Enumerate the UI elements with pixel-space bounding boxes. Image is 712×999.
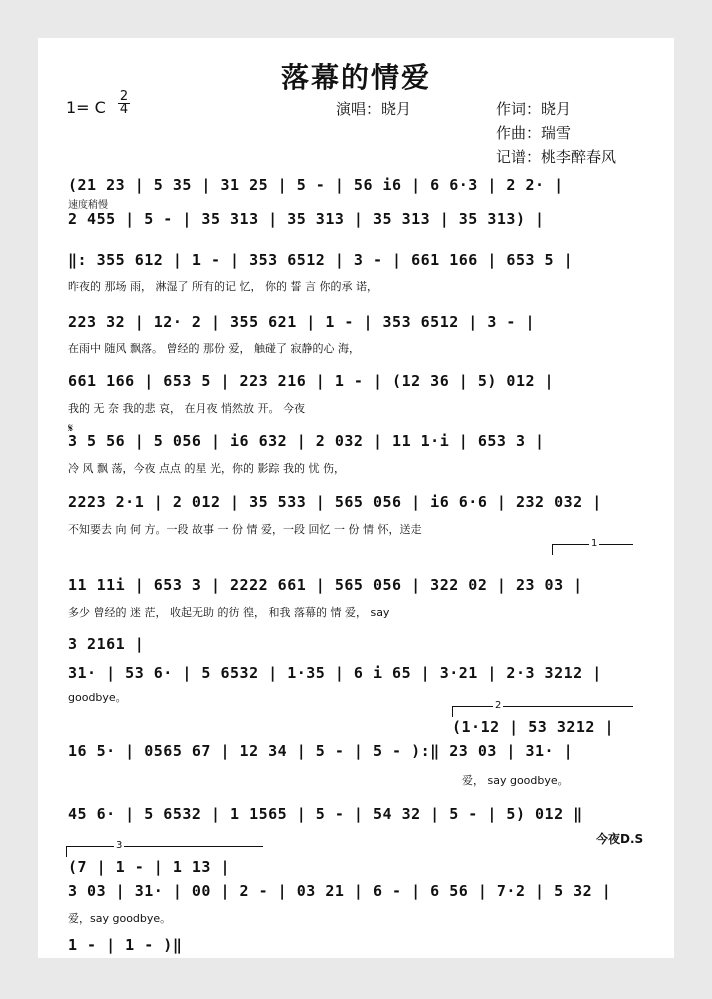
- volta-number: 3: [116, 840, 123, 851]
- song-title: 落幕的情爱: [280, 61, 431, 94]
- notation-row: 3 5 56 | 5 056 | i6 632 | 2 032 | 11 1·i | 653 3 |: [68, 432, 545, 450]
- time-bottom: 4: [119, 102, 129, 117]
- notation-row: 3 2161 |: [68, 635, 145, 653]
- notation-row: (7 | 1 - | 1 13 |: [68, 858, 231, 876]
- volta-number: 2: [495, 700, 502, 711]
- notation-row: ‖: 355 612 | 1 - | 353 6512 | 3 - | 661 166 | 653 5 |: [68, 251, 574, 269]
- volta-bracket: [452, 706, 633, 717]
- time-signature: [118, 91, 130, 116]
- notation-row: (21 23 | 5 35 | 31 25 | 5 - | 56 i6 | 6 6·3 | 2 2· |: [68, 176, 564, 194]
- notation-row: 661 166 | 653 5 | 223 216 | 1 - | (12 36 | 5) 012 |: [68, 372, 555, 390]
- lyric-line: 多少 曾经的 迷 茫， 收起无助 的彷 徨， 和我 落幕的 情 爱， say: [68, 606, 390, 619]
- notation-row: 2 455 | 5 - | 35 313 | 35 313 | 35 313 | 35 313) |: [68, 210, 545, 228]
- lyric-line: 冷 风 飘 荡，今夜 点点 的星 光，你的 影踪 我的 忧 伤，: [68, 462, 345, 475]
- lyric-line: goodbye。: [68, 691, 127, 704]
- lyric-line: 在雨中 随风 飘落。 曾经的 那份 爱， 触碰了 寂静的心 海，: [68, 342, 360, 355]
- composer-credit: 作曲：瑞雪: [496, 124, 572, 142]
- lyric-line: 昨夜的 那场 雨， 淋湿了 所有的记 忆， 你的 誓 言 你的承 诺，: [68, 280, 378, 293]
- score-sheet: [38, 38, 674, 958]
- time-top: 2: [119, 89, 129, 104]
- notation-row: 223 32 | 12· 2 | 355 621 | 1 - | 353 6512 | 3 - |: [68, 313, 536, 331]
- lyric-line: 爱，say goodbye。: [68, 912, 172, 925]
- notation-row: 1 - | 1 - )‖: [68, 936, 183, 954]
- lyricist-credit: 作词：晓月: [496, 100, 572, 118]
- notation-row: 45 6· | 5 6532 | 1 1565 | 5 - | 54 32 | 5 - | 5) 012 ‖: [68, 805, 583, 823]
- tempo-marking: 速度稍慢: [68, 200, 108, 211]
- notation-row: 11 11i | 653 3 | 2222 661 | 565 056 | 322 02 | 23 03 |: [68, 576, 583, 594]
- volta-bracket: [66, 846, 263, 857]
- lyric-line: 不知要去 向 何 方。一段 故事 一 份 情 爱，一段 回忆 一 份 情 怀，送走: [68, 523, 422, 536]
- key-signature: 1= C: [66, 98, 106, 117]
- notation-row: (1·12 | 53 3212 |: [452, 718, 615, 736]
- segno-sign: 𝄋: [68, 421, 74, 435]
- lyric-line: 爱， say goodbye。: [462, 774, 569, 787]
- notation-row: 31· | 53 6· | 5 6532 | 1·35 | 6 i 65 | 3·21 | 2·3 3212 |: [68, 664, 602, 682]
- ds-label: 今夜D.S: [596, 832, 644, 846]
- lyric-line: 我的 无 奈 我的悲 哀， 在月夜 悄然放 开。 今夜: [68, 402, 305, 415]
- notation-row: 3 03 | 31· | 00 | 2 - | 03 21 | 6 - | 6 56 | 7·2 | 5 32 |: [68, 882, 612, 900]
- singer-credit: 演唱：晓月: [336, 100, 412, 118]
- notation-row: 16 5· | 0565 67 | 12 34 | 5 - | 5 - ):‖ 23 03 | 31· |: [68, 742, 574, 760]
- volta-number: 1: [591, 538, 598, 549]
- notation-row: 2223 2·1 | 2 012 | 35 533 | 565 056 | i6 6·6 | 232 032 |: [68, 493, 602, 511]
- transcriber-credit: 记谱：桃李醉春风: [496, 148, 617, 166]
